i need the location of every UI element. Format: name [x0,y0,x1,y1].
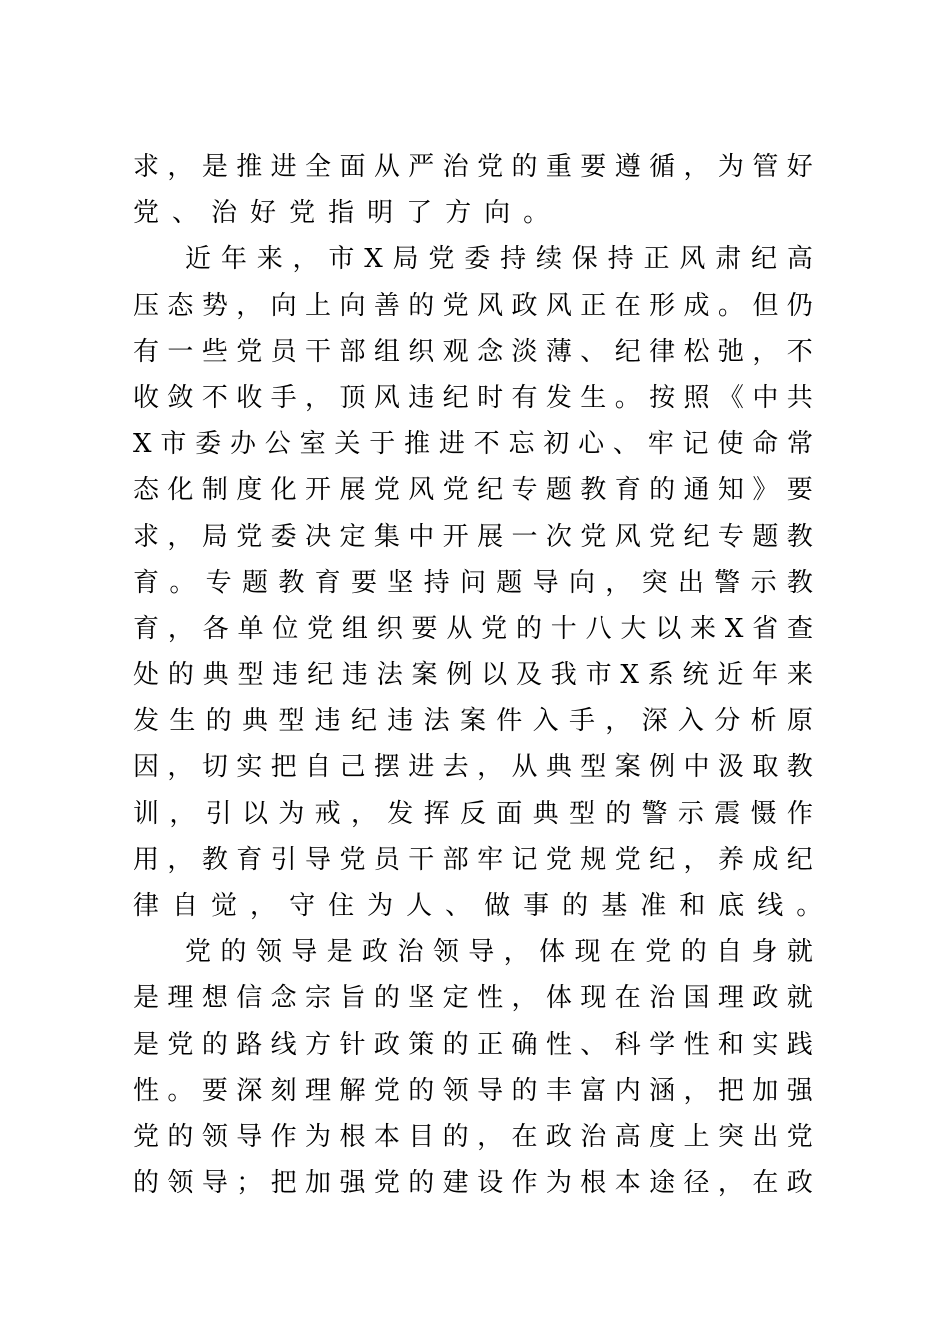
text-line: 党 、 治 好 党 指 明 了 方 向 。 [133,198,550,229]
text-line: 态 化 制 度 化 开 展 党 风 党 纪 专 题 教 育 的 通 知 》 要 [133,475,813,506]
text-line: 近 年 来 ， 市 X 局 党 委 持 续 保 持 正 风 肃 纪 高 [185,244,813,275]
text-line: 的 领 导 ； 把 加 强 党 的 建 设 作 为 根 本 途 径 ， 在 政 [133,1168,813,1199]
text-line: 处 的 典 型 违 纪 违 法 案 例 以 及 我 市 X 系 统 近 年 来 [133,660,813,691]
text-line: 用 ， 教 育 引 导 党 员 干 部 牢 记 党 规 党 纪 ， 养 成 纪 [133,844,813,875]
text-line: 收 敛 不 收 手 ， 顶 风 违 纪 时 有 发 生 。 按 照 《 中 共 [133,382,813,413]
text-line: 训 ， 引 以 为 戒 ， 发 挥 反 面 典 型 的 警 示 震 慑 作 [133,798,813,829]
text-line: 是 党 的 路 线 方 针 政 策 的 正 确 性 、 科 学 性 和 实 践 [133,1029,813,1060]
text-line: 有 一 些 党 员 干 部 组 织 观 念 淡 薄 、 纪 律 松 弛 ， 不 [133,336,813,367]
text-line: 求 ， 局 党 委 决 定 集 中 开 展 一 次 党 风 党 纪 专 题 教 [133,521,813,552]
text-line: 党 的 领 导 作 为 根 本 目 的 ， 在 政 治 高 度 上 突 出 党 [133,1121,813,1152]
text-line: 求 ， 是 推 进 全 面 从 严 治 党 的 重 要 遵 循 ， 为 管 好 [133,152,813,182]
text-line: X 市 委 办 公 室 关 于 推 进 不 忘 初 心 、 牢 记 使 命 常 [133,429,813,460]
text-line: 发 生 的 典 型 违 纪 违 法 案 件 入 手 ， 深 入 分 析 原 [133,706,813,737]
text-line: 是 理 想 信 念 宗 旨 的 坚 定 性 ， 体 现 在 治 国 理 政 就 [133,983,813,1014]
text-line: 因 ， 切 实 把 自 己 摆 进 去 ， 从 典 型 案 例 中 汲 取 教 [133,752,813,783]
document-body-text [133,144,823,1206]
text-line: 性 。 要 深 刻 理 解 党 的 领 导 的 丰 富 内 涵 ， 把 加 强 [133,1075,813,1106]
text-line: 律 自 觉 ， 守 住 为 人 、 做 事 的 基 准 和 底 线 。 [133,891,823,921]
text-line: 育 ， 各 单 位 党 组 织 要 从 党 的 十 八 大 以 来 X 省 查 [133,613,813,644]
text-line: 压 态 势 ， 向 上 向 善 的 党 风 政 风 正 在 形 成 。 但 仍 [133,290,813,321]
text-line: 党 的 领 导 是 政 治 领 导 ， 体 现 在 党 的 自 身 就 [185,937,813,968]
text-line: 育 。 专 题 教 育 要 坚 持 问 题 导 向 ， 突 出 警 示 教 [133,567,813,598]
